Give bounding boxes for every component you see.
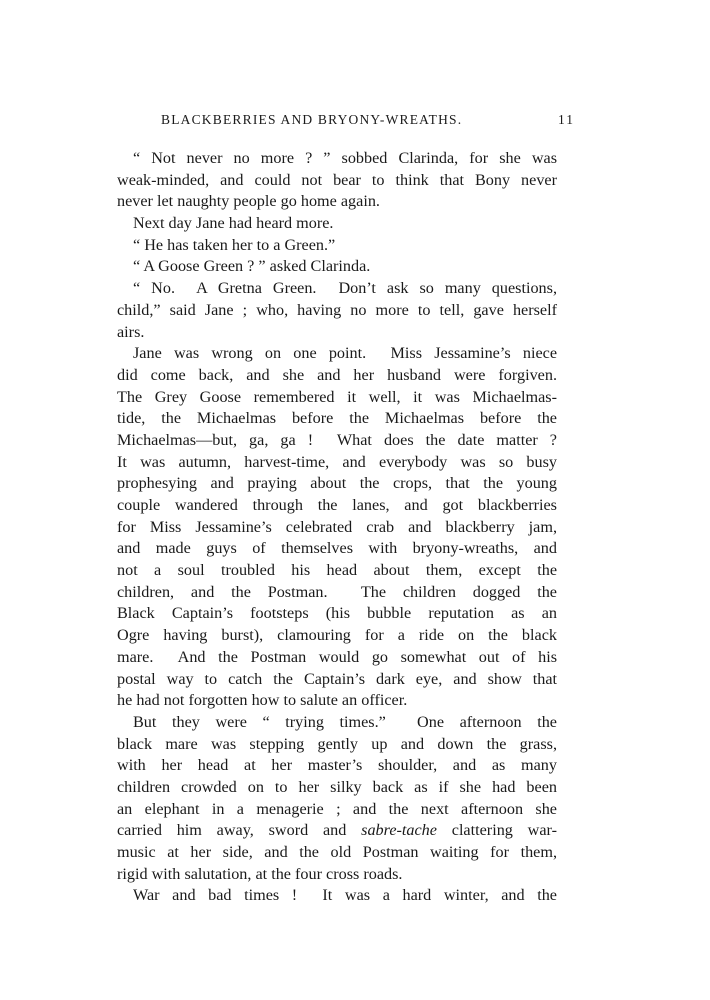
text-line: Ogre having burst), clamouring for a ride on the black — [117, 626, 557, 645]
text-line: It was autumn, harvest-time, and everybody was so busy — [117, 452, 557, 471]
body-text — [117, 148, 557, 907]
italic-term: sabre-tache — [361, 821, 437, 840]
text-line: couple wandered through the lanes, and got blackberries — [117, 496, 557, 514]
text-line: “ A Goose Green ? ” asked Clarinda. — [133, 257, 371, 276]
text-line: rigid with salutation, at the four cross roads. — [117, 864, 403, 883]
text-segment: clattering war- — [436, 821, 557, 840]
text-line: “ He has taken her to a Green.” — [133, 235, 336, 254]
text-segment: carried him away, sword and — [117, 821, 362, 840]
text-line: “ No. A Gretna Green. Don’t ask so many questions, — [133, 279, 557, 298]
text-line: prophesying and praying about the crops, that the young — [117, 474, 557, 493]
text-line: War and bad times ! It was a hard winter, and the — [133, 886, 557, 905]
text-line: and made guys of themselves with bryony-wreaths, and — [117, 539, 557, 558]
text-line: music at her side, and the old Postman waiting for them, — [117, 843, 557, 861]
text-line: black mare was stepping gently up and down the grass, — [117, 734, 557, 753]
text-line: Black Captain’s footsteps (his bubble reputation as an — [117, 604, 557, 623]
text-line: children, and the Postman. The children dogged the — [117, 582, 557, 601]
running-head — [117, 112, 575, 132]
text-line: children crowded on to her silky back as if she had been — [117, 777, 557, 796]
text-line: The Grey Goose remembered it well, it was Michaelmas- — [117, 387, 557, 406]
text-line: never let naughty people go home again. — [117, 192, 380, 211]
text-line — [117, 820, 557, 842]
text-line: postal way to catch the Captain’s dark eye, and show that — [117, 669, 557, 688]
text-line: not a soul troubled his head about them, except the — [117, 561, 557, 580]
text-line: child,” said Jane ; who, having no more to tell, gave herself — [117, 300, 557, 319]
text-line: an elephant in a menagerie ; and the next afternoon she — [117, 799, 557, 818]
text-line: Next day Jane had heard more. — [133, 214, 334, 233]
text-line: with her head at her master’s shoulder, and as many — [117, 756, 557, 775]
text-line: But they were “ trying times.” One afternoon the — [133, 712, 557, 731]
page-number: 11 — [558, 112, 575, 127]
text-line: Michaelmas—but, ga, ga ! What does the date matter ? — [117, 430, 557, 449]
text-line: he had not forgotten how to salute an officer. — [117, 691, 408, 710]
text-line: tide, the Michaelmas before the Michaelmas before the — [117, 409, 557, 428]
text-line: for Miss Jessamine’s celebrated crab and blackberry jam, — [117, 517, 557, 536]
text-line: mare. And the Postman would go somewhat out of his — [117, 647, 557, 666]
text-line: “ Not never no more ? ” sobbed Clarinda, for she was — [133, 149, 557, 167]
text-line: weak-minded, and could not bear to think that Bony never — [117, 170, 557, 189]
text-line: airs. — [117, 322, 145, 341]
running-title: BLACKBERRIES AND BRYONY-WREATHS. — [161, 112, 463, 127]
text-line: Jane was wrong on one point. Miss Jessamine’s niece — [133, 344, 557, 363]
text-line: did come back, and she and her husband were forgiven. — [117, 365, 557, 384]
